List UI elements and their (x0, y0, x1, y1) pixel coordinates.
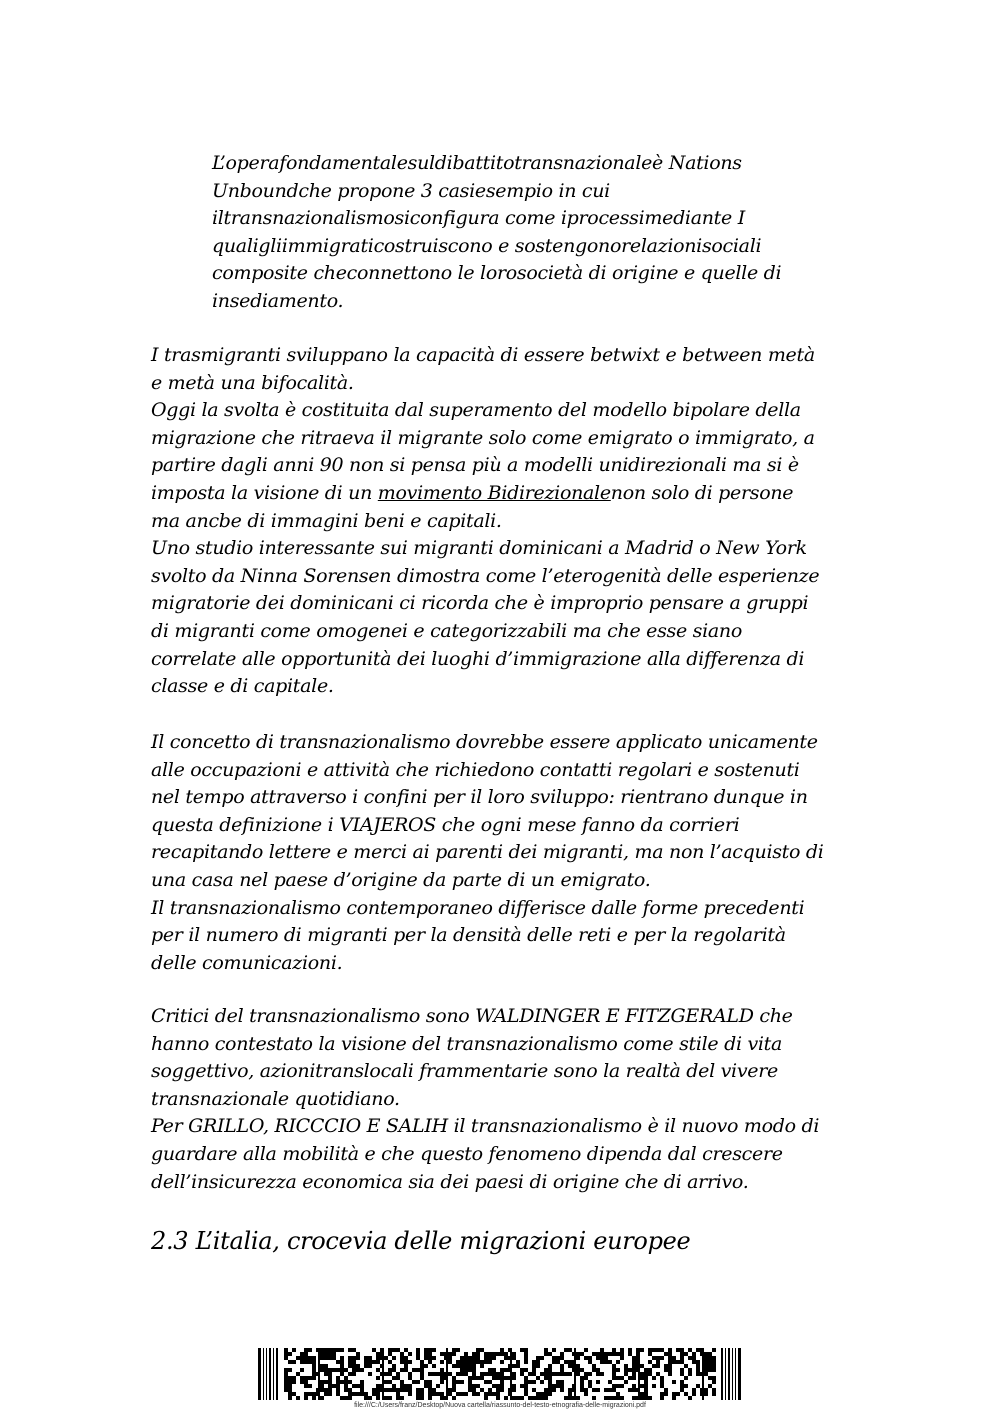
text-line: qualigliimmigraticostruiscono e sostengonorelazionisociali (212, 234, 762, 257)
text-line: nel tempo attraverso i confini per il loro sviluppo: rientrano dunque in (151, 786, 808, 809)
text-line: Il transnazionalismo contemporaneo differisce dalle forme precedenti (151, 896, 805, 919)
text-line: dell’insicurezza economica sia dei paesi di origine che di arrivo. (151, 1170, 749, 1193)
text-line: Uno studio interessante sui migranti dominicani a Madrid o New York (151, 537, 807, 560)
text-line: insediamento. (212, 289, 344, 312)
text-line: di migranti come omogenei e categorizzabili ma che esse siano (151, 619, 742, 642)
text-line: Per GRILLO, RICCCIO E SALIH il transnazionalismo è il nuovo modo di (151, 1115, 820, 1138)
paragraph-concetto (151, 729, 824, 977)
text-line: guardare alla mobilità e che questo fenomeno dipenda dal crescere (151, 1142, 783, 1165)
text-line: alle occupazioni e attività che richiedono contatti regolari e sostenuti (151, 758, 800, 781)
text-line: ma ancbe di immagini beni e capitali. (151, 509, 502, 532)
paragraph-critici (151, 1003, 819, 1196)
text-line: Oggi la svolta è costituita dal superamento del modello bipolare della (151, 399, 801, 422)
text-line (151, 480, 819, 508)
footer-file-path: file:///C:/Users/franz/Desktop/Nuova cartella/riassunto-del-testo-etnografia-delle-migrazioni.pdf (354, 1402, 646, 1409)
text-line: correlate alle opportunità dei luoghi d’immigrazione alla differenza di (151, 647, 805, 670)
indented-paragraph (212, 150, 781, 316)
text-line: delle comunicazioni. (151, 951, 343, 974)
text-line: una casa nel paese d’origine da parte di un emigrato. (151, 868, 651, 891)
text-line: L’operafondamentalesuldibattitotransnazionaleè Nations (212, 152, 742, 174)
section-heading: 2.3 L’italia, crocevia delle migrazioni europee (151, 1227, 691, 1255)
text-line: hanno contestato la visione del transnazionalismo come stile di vita (151, 1032, 783, 1055)
barcode-image (258, 1348, 742, 1400)
text-line: iltransnazionalismosiconfigura come iprocessimediante I (212, 207, 745, 230)
paragraph-trasmigranti (151, 342, 819, 701)
text-line: transnazionale quotidiano. (151, 1087, 400, 1110)
text-line: composite checonnettono le lorosocietà di origine e quelle di (212, 262, 782, 285)
text-line: svolto da Ninna Sorensen dimostra come l’eterogenità delle esperienze (151, 564, 820, 587)
text-segment: non solo di persone (610, 481, 794, 504)
text-line: recapitando lettere e merci ai parenti dei migranti, ma non l’acquisto di (151, 841, 824, 864)
text-line: Critici del transnazionalismo sono WALDINGER E FITZGERALD che (151, 1005, 793, 1027)
text-line: e metà una bifocalità. (151, 371, 354, 394)
text-line: Unboundche propone 3 casiesempio in cui (212, 179, 610, 202)
text-line: I trasmigranti sviluppano la capacità di essere betwixt e between metà (151, 344, 815, 366)
underlined-term: movimento Bidirezionale (377, 481, 611, 504)
text-line: classe e di capitale. (151, 675, 334, 698)
text-segment: imposta la visione di un (151, 481, 378, 504)
text-line: Il concetto di transnazionalismo dovrebbe essere applicato unicamente (151, 731, 818, 753)
text-line: partire dagli anni 90 non si pensa più a modelli unidirezionali ma si è (151, 454, 799, 477)
text-line: per il numero di migranti per la densità delle reti e per la regolarità (151, 924, 786, 947)
text-line: migrazione che ritraeva il migrante solo come emigrato o immigrato, a (151, 426, 815, 449)
text-line: soggettivo, azionitranslocali frammentarie sono la realtà del vivere (151, 1060, 778, 1083)
text-line: migratorie dei dominicani ci ricorda che è improprio pensare a gruppi (151, 592, 809, 615)
text-line: questa definizione i VIAJEROS che ogni mese fanno da corrieri (151, 813, 740, 836)
